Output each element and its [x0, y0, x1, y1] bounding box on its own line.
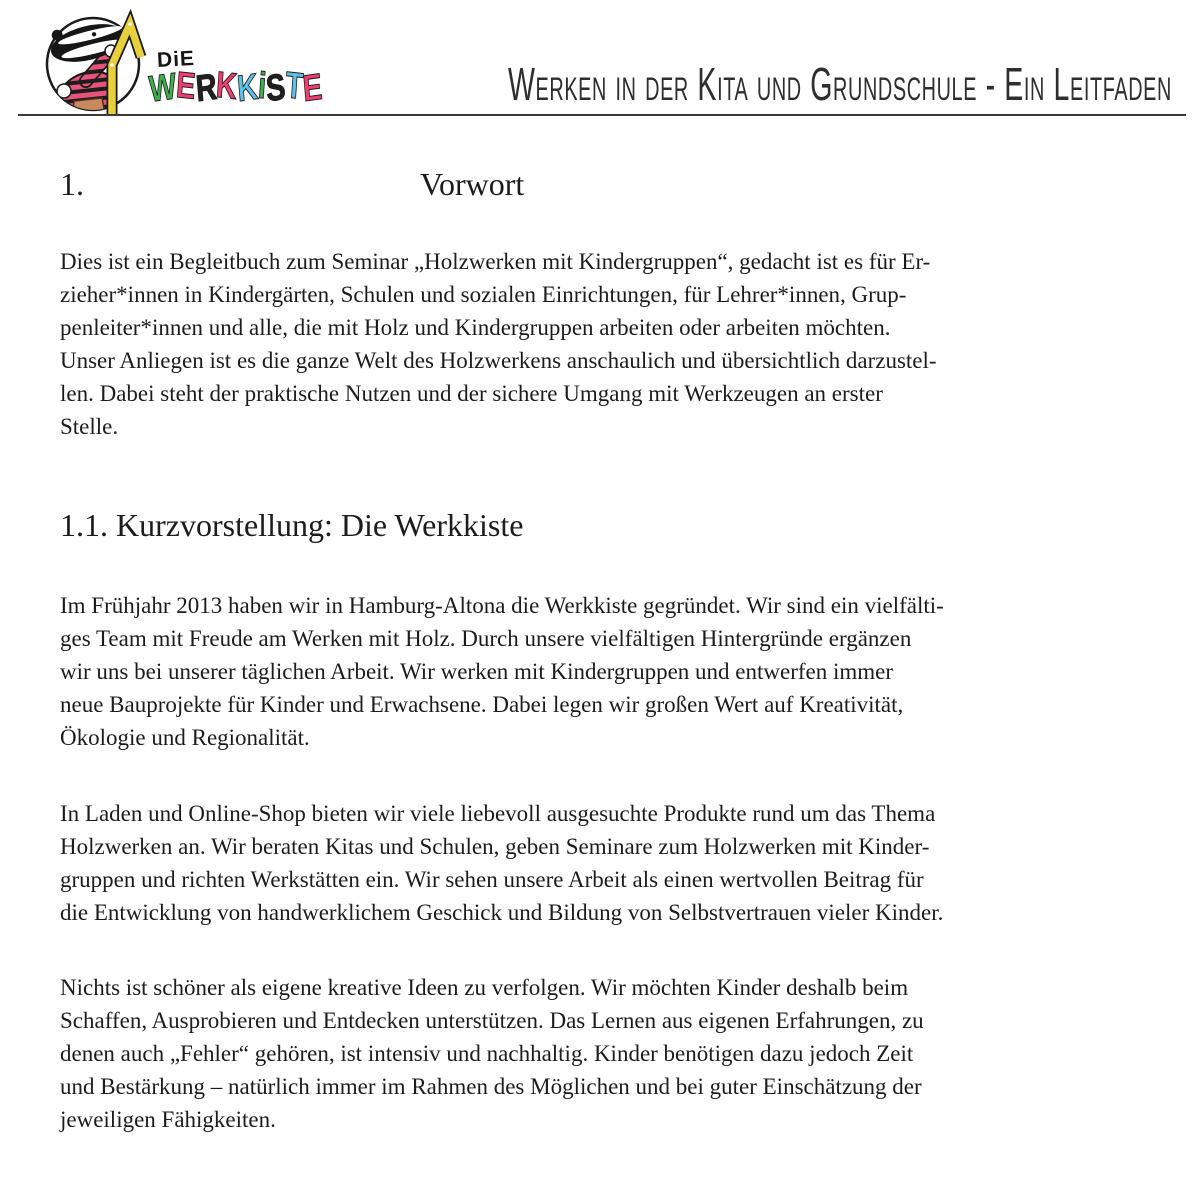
subsection-heading — [60, 507, 523, 544]
text-line: Schaffen, Ausprobieren und Entdecken unterstützen. Das Lernen aus eigenen Erfahrungen, zu — [60, 1008, 924, 1033]
text-line: neue Bauprojekte für Kinder und Erwachsene. Dabei legen wir großen Wert auf Kreativität, — [60, 692, 904, 717]
text-line: zieher*innen in Kindergärten, Schulen und sozialen Einrichtungen, für Lehrer*innen, Grup- — [60, 282, 907, 307]
brand-letter: i — [256, 64, 268, 107]
brand-letter: K — [215, 63, 239, 108]
section-number: 1. — [60, 166, 84, 202]
text-line: die Entwicklung von handwerklichem Geschick und Bildung von Selbstvertrauen vieler Kinder. — [60, 900, 944, 925]
text-line: und Bestärkung – natürlich immer im Rahmen des Möglichen und bei guter Einschätzung der — [60, 1074, 922, 1099]
text-line: In Laden und Online-Shop bieten wir viele liebevoll ausgesuchte Produkte rund um das Thema — [60, 801, 936, 826]
text-line: denen auch „Fehler“ gehören, ist intensiv und nachhaltig. Kinder benötigen dazu jedoch Zeit — [60, 1041, 914, 1066]
brand-letter: E — [174, 64, 197, 108]
text-line: ges Team mit Freude am Werken mit Holz. Durch unsere vielfältigen Hintergründe ergänzen — [60, 626, 912, 651]
header-divider — [18, 114, 1186, 116]
text-line: Dies ist ein Begleitbuch zum Seminar „Holzwerken mit Kindergruppen“, gedacht ist es für Er- — [60, 249, 931, 274]
header-title: Werken in der Kita und Grundschule - Ein Leitfaden — [507, 58, 1172, 110]
text-line: Nichts ist schöner als eigene kreative Ideen zu verfolgen. Wir möchten Kinder deshalb beim — [60, 975, 909, 1000]
text-line: Im Frühjahr 2013 haben wir in Hamburg-Altona die Werkkiste gegründet. Wir sind ein vielfälti- — [60, 593, 944, 618]
logo-die-label: DiE — [156, 47, 196, 72]
text-line: gruppen und richten Werkstätten ein. Wir sehen unsere Arbeit als einen wertvollen Beitrag für — [60, 867, 924, 892]
brand-letter: R — [193, 65, 219, 110]
section-title: Vorwort — [420, 166, 525, 202]
text-line: wir uns bei unserer täglichen Arbeit. Wir werken mit Kindergruppen und entwerfen immer — [60, 659, 894, 684]
paragraph-intro — [60, 245, 1140, 443]
logo-brand-word — [147, 63, 324, 110]
text-line: Holzwerken an. Wir beraten Kitas und Schulen, geben Seminare zum Holzwerken mit Kinder- — [60, 834, 930, 859]
brand-letter: S — [264, 65, 288, 110]
subsection-title: Kurzvorstellung: Die Werkkiste — [116, 507, 524, 543]
text-line: jeweiligen Fähigkeiten. — [60, 1107, 276, 1132]
paragraph-offer — [60, 797, 1140, 929]
text-line: Unser Anliegen ist es die ganze Welt des Holzwerkens anschaulich und übersichtlich darzustel- — [60, 348, 937, 373]
subsection-number: 1.1. — [60, 507, 108, 543]
brand-letter: T — [284, 64, 305, 107]
brand-letter: E — [301, 65, 324, 110]
paragraph-philosophy — [60, 971, 1140, 1136]
text-line: Ökologie und Regionalität. — [60, 725, 310, 750]
brand-letter: K — [235, 65, 260, 110]
paragraph-founding — [60, 589, 1140, 754]
brand-letter: W — [147, 65, 178, 110]
text-line: penleiter*innen und alle, die mit Holz und Kindergruppen arbeiten oder arbeiten möchten. — [60, 315, 891, 340]
badger-mascot-icon — [40, 7, 148, 119]
text-line: len. Dabei steht der praktische Nutzen und der sichere Umgang mit Werkzeugen an erster — [60, 381, 883, 406]
text-line: Stelle. — [60, 414, 119, 439]
